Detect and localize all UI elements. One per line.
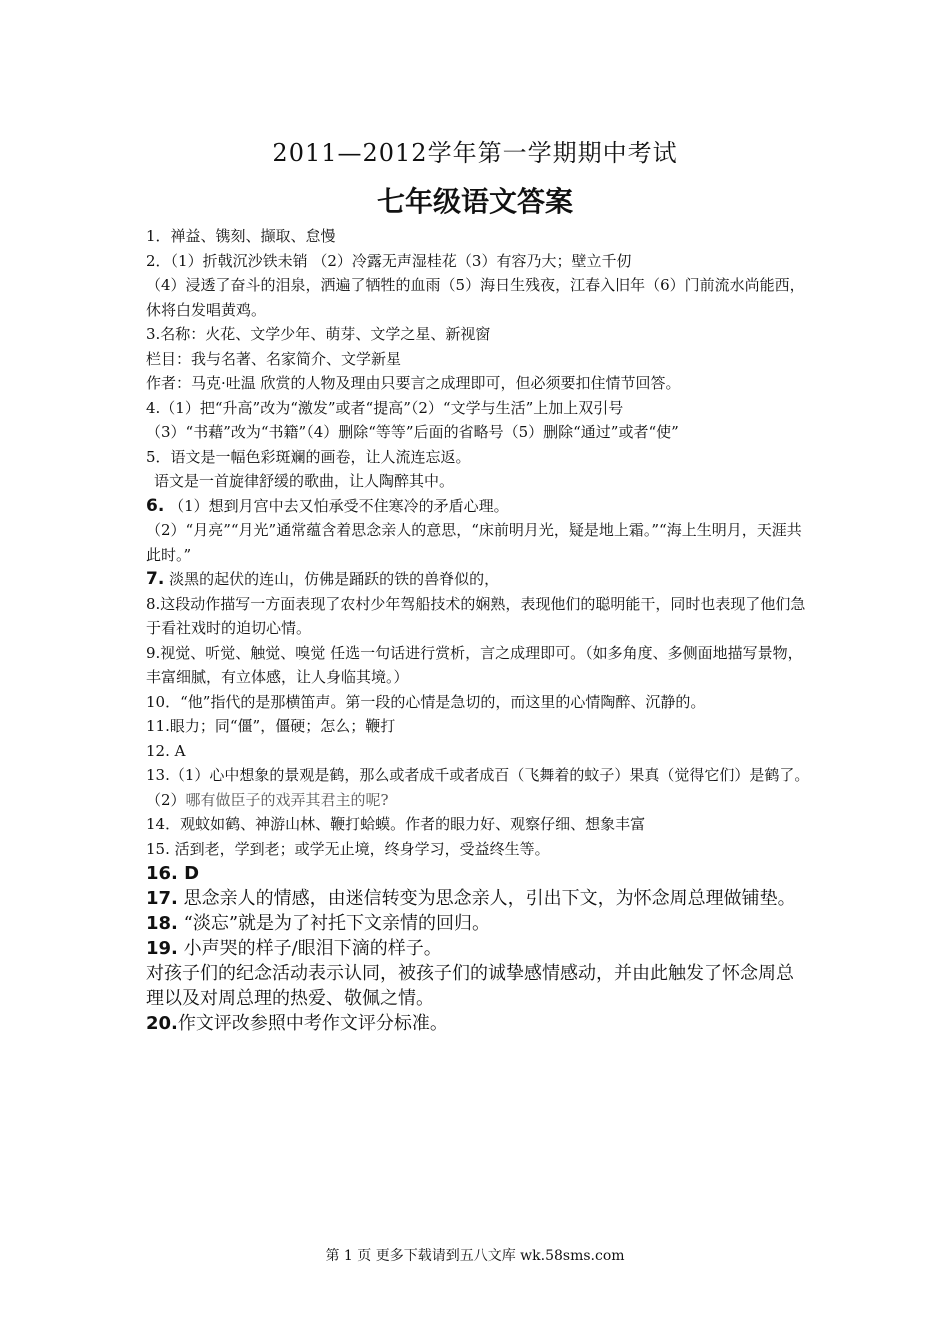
answer-7-text: 淡黑的起伏的连山，仿佛是踊跃的铁的兽脊似的， xyxy=(169,570,500,588)
answer-11: 11.眼力；同“僵”，僵硬；怎么；鞭打 xyxy=(146,717,396,735)
answer-13 xyxy=(146,763,810,812)
page-footer: 第 1 页 更多下载请到五八文库 wk.58sms.com xyxy=(325,1248,625,1264)
answer-9: 9.视觉、听觉、触觉、嗅觉 任选一句话进行赏析，言之成理即可。（如多角度、多侧面地描写景物，丰富细腻，有立体感，让人身临其境。） xyxy=(146,643,803,686)
answer-6-text: （1）想到月宫中去又怕承受不住寒冷的矛盾心理。 xyxy=(169,496,509,515)
answer-20-number: 20. xyxy=(146,1013,178,1034)
answer-12: 12. A xyxy=(146,741,186,760)
answer-8: 8.这段动作描写一方面表现了农村少年驾船技术的娴熟，表现他们的聪明能干，同时也表现了他们急于看社戏时的迫切心情。 xyxy=(146,594,806,637)
answer-3-line-2: 栏目：我与名著、名家简介、文学新星 xyxy=(146,349,402,368)
answer-16: 16. D xyxy=(146,863,200,884)
answer-14: 14．观蚊如鹤、神游山林、鞭打蛤蟆。作者的眼力好、观察仔细、想象丰富 xyxy=(146,815,646,833)
answer-body xyxy=(146,224,810,1036)
answer-13-text: 13.（1）心中想象的景观是鹤，那么或者成千或者成百（飞舞着的蚊子）果真（觉得它们）是鹤了。（2） xyxy=(146,766,810,809)
answer-7 xyxy=(146,567,810,592)
answer-4-line-1: 4.（1）把“升高”改为“激发”或者“提高”（2）“文学与生活”上加上双引号 xyxy=(146,398,624,417)
answer-17-number: 17. xyxy=(146,888,178,909)
exam-title: 2011—2012学年第一学期期中考试 xyxy=(272,139,678,167)
answer-6-line-1 xyxy=(146,494,810,519)
answer-18-number: 18. xyxy=(146,913,178,934)
answer-17-text: 思念亲人的情感，由迷信转变为思念亲人，引出下文，为怀念周总理做铺垫。 xyxy=(183,888,796,909)
answer-title: 七年级语文答案 xyxy=(376,185,573,218)
answer-19-line-1 xyxy=(146,936,810,961)
answer-10: 10．“他”指代的是那横笛声。第一段的心情是急切的，而这里的心情陶醉、沉静的。 xyxy=(146,692,706,711)
answer-3-line-3: 作者：马克·吐温 欣赏的人物及理由只要言之成理即可，但必须要扣住情节回答。 xyxy=(146,374,681,392)
answer-19-text: 小声哭的样子/眼泪下滴的样子。 xyxy=(183,938,442,959)
answer-15: 15. 活到老，学到老；或学无止境，终身学习，受益终生等。 xyxy=(146,839,550,858)
answer-1: 1．禅益、镌刻、撷取、怠慢 xyxy=(146,227,336,245)
answer-19-line-2: 对孩子们的纪念活动表示认同，被孩子们的诚挚感情感动，并由此触发了怀念周总理以及对周总理的热爱、敬佩之情。 xyxy=(146,963,794,1009)
answer-5-line-1: 5．语文是一幅色彩斑斓的画卷，让人流连忘返。 xyxy=(146,447,471,466)
answer-4-line-2: （3）“书藉”改为“书籍”（4）删除“等等”后面的省略号（5）删除“通过”或者“使” xyxy=(146,423,679,441)
answer-20-text: 作文评改参照中考作文评分标准。 xyxy=(177,1013,448,1034)
answer-2-line-2: （4）浸透了奋斗的泪泉，洒遍了牺牲的血雨（5）海日生残夜，江春入旧年（6）门前流水尚能西，休将白发唱黄鸡。 xyxy=(146,276,805,319)
answer-7-number: 7. xyxy=(146,569,165,589)
answer-13-part-2: 哪有做臣子的戏弄其君主的呢? xyxy=(185,790,389,809)
answer-2-line-1: 2．（1）折戟沉沙铁未销 （2）冷露无声湿桂花（3）有容乃大；壁立千仞 xyxy=(146,251,632,270)
answer-18 xyxy=(146,911,810,936)
answer-20 xyxy=(146,1011,810,1036)
answer-6-line-2: （2）“月亮”“月光”通常蕴含着思念亲人的意思，“床前明月光，疑是地上霜。”“海上生明月，天涯共此时。” xyxy=(146,521,802,564)
answer-19-number: 19. xyxy=(146,938,178,959)
answer-6-number: 6. xyxy=(146,495,165,516)
answer-17 xyxy=(146,886,810,911)
answer-5-line-2: 语文是一首旋律舒缓的歌曲，让人陶醉其中。 xyxy=(154,472,455,490)
answer-18-text: “淡忘”就是为了衬托下文亲情的回归。 xyxy=(183,913,491,934)
answer-3-line-1: 3.名称：火花、文学少年、萌芽、文学之星、新视窗 xyxy=(146,325,491,343)
